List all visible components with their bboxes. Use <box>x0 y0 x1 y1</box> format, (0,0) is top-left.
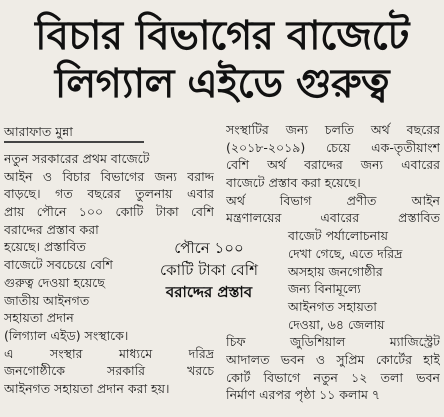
cutoff-text <box>0 0 9 9</box>
column2-line: নির্মাণ এরপর পৃষ্ঠা ১১ কলাম ৭ <box>226 387 381 403</box>
column2-line: চিফ জুডিশিয়াল ম্যাজিস্ট্রেট <box>226 334 440 350</box>
column1-line: হয়েছে। প্রস্তাবিত <box>4 239 86 255</box>
column1-line: সহায়তা প্রদান <box>4 310 74 326</box>
column1-line: বাড়ছে। গত বছরের তুলনায় এবার <box>4 186 214 202</box>
column2-line: বাজেটে প্রস্তাব করা হয়েছে। <box>226 175 361 191</box>
previous-article-cutoff-strip <box>0 0 444 12</box>
pull-quote-line-1: পৌনে ১০০ <box>174 239 244 257</box>
column1-line: জাতীয় আইনগত <box>4 292 90 308</box>
pull-quote-line-2: কোটি টাকা বেশি <box>160 261 258 279</box>
column2-line: দেখা গেছে, এতে দরিদ্র <box>288 245 403 261</box>
column2-line: মন্ত্রণালয়ের এবারের প্রস্তাবিত <box>226 210 440 226</box>
column2-line: আইনগত সহায়তা <box>288 298 377 314</box>
column2-line: কোর্ট বিভাগে নতুন ১২ তলা ভবন <box>226 369 440 385</box>
column2-line: অসহায় জনগোষ্ঠীর <box>288 263 383 279</box>
headline-line-1: বিচার বিভাগের বাজেটে <box>35 13 409 59</box>
column1-line: গুরুত্ব দেওয়া হয়েছে <box>4 274 105 290</box>
column2-line: বেশি অর্থ বরাদ্দের জন্য এবারের <box>226 157 440 173</box>
byline: আরাফাত মুন্না <box>4 124 73 139</box>
column1-line: (লিগ্যাল এইড) সংস্থাকে। <box>4 327 129 343</box>
pull-quote-box <box>148 236 270 314</box>
column1-line: জনগোষ্ঠীকে সরকারি খরচে <box>4 363 214 379</box>
column1-line: আইনগত সহায়তা প্রদান করা হয়। <box>4 380 170 396</box>
headline-line-2: লিগ্যাল এইডে গুরুত্ব <box>54 61 390 107</box>
column2-line: (২০১৮-২০১৯) চেয়ে এক-তৃতীয়াংশ <box>226 139 440 155</box>
column2-line: বাজেট পর্যালোচনায় <box>288 228 389 244</box>
column1-line: প্রায় পৌনে ১০০ কোটি টাকা বেশি <box>4 204 214 220</box>
pull-quote-line-3: বরাদ্দের প্রস্তাব <box>165 283 253 301</box>
column1-line: নতুন সরকারের প্রথম বাজেটে <box>4 151 150 166</box>
column2-line: দেওয়া, ৬৪ জেলায় <box>288 316 385 332</box>
column2-line: আদালত ভবন ও সুপ্রিম কোর্টের হাই <box>226 351 440 367</box>
column1-line: এ সংস্থার মাধ্যমে দরিদ্র <box>4 345 214 361</box>
column2-line: অর্থ বিভাগ প্রণীত আইন <box>226 192 440 208</box>
column1-line: বাজেটে সবচেয়ে বেশি <box>4 257 113 273</box>
column2-line: সংস্থাটির জন্য চলতি অর্থ বছরের <box>226 122 440 137</box>
column1-line: বরাদ্দের প্রস্তাব করা <box>4 221 99 237</box>
column2-line: জন্য বিনামূল্যে <box>288 281 361 297</box>
column1-line: আইন ও বিচার বিভাগের জন্য বরাদ্দ <box>4 168 214 184</box>
byline-underline <box>4 141 144 143</box>
